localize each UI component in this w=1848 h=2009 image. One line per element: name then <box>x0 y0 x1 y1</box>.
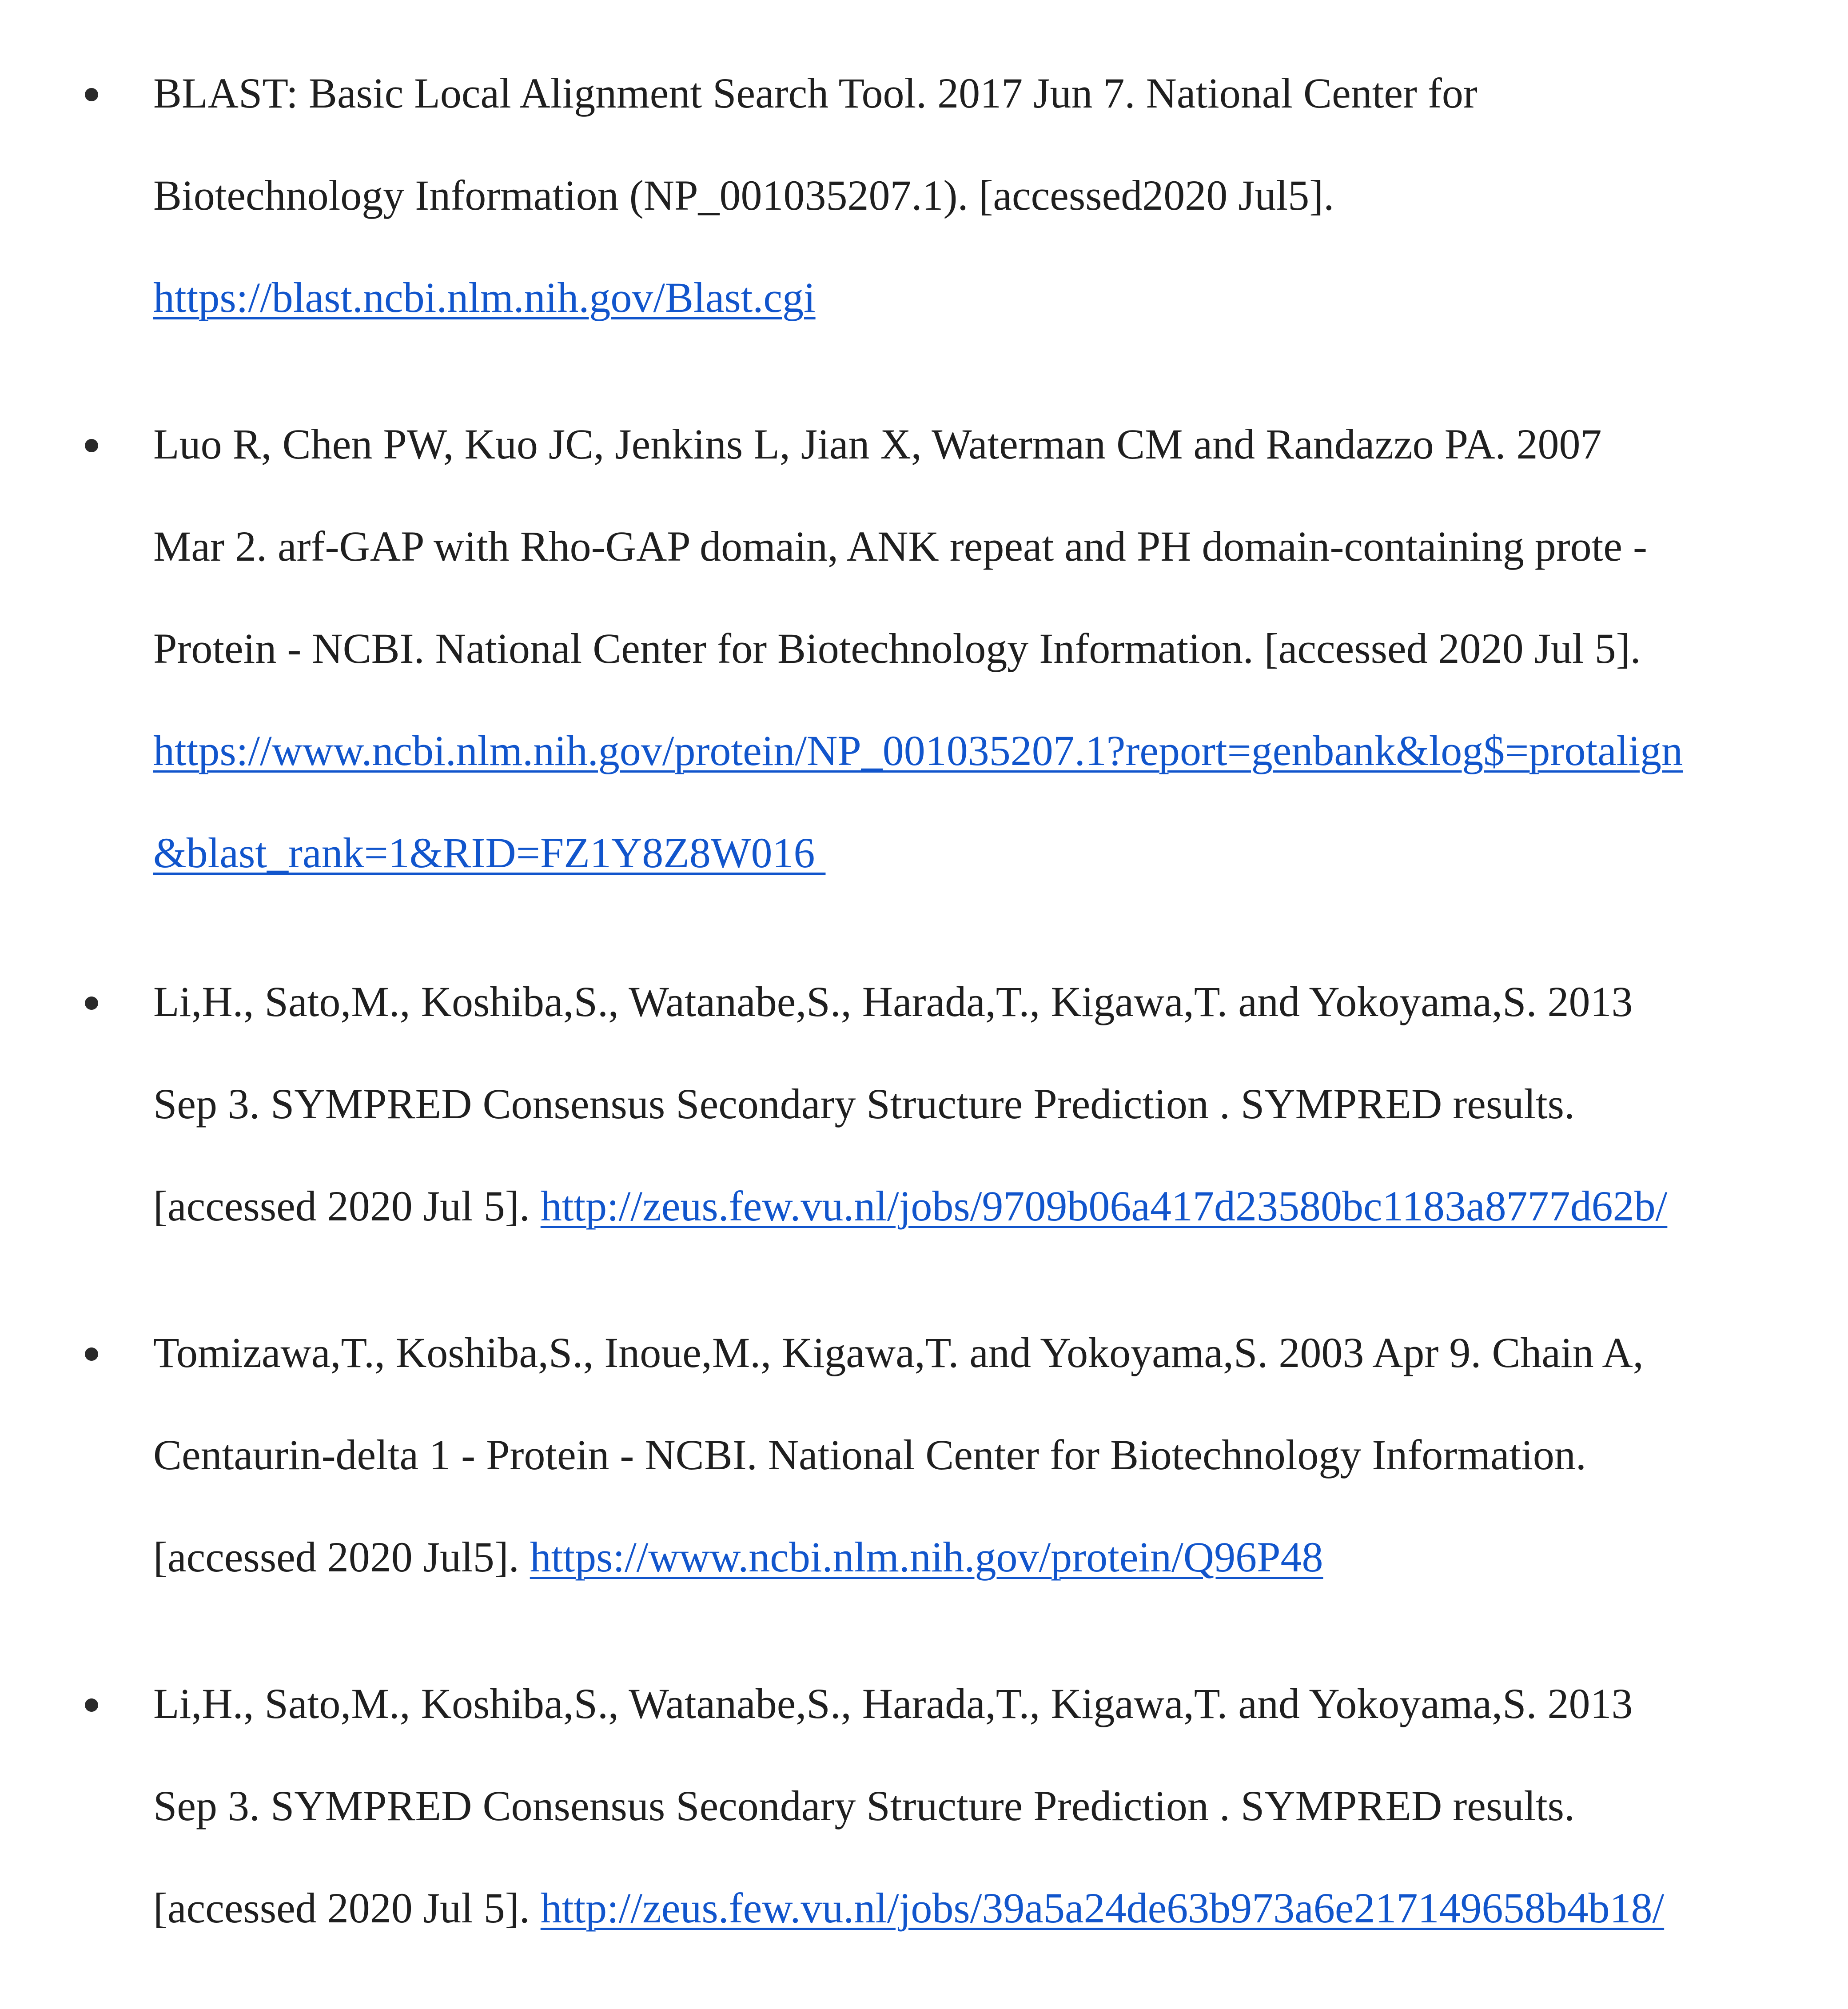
reference-line <box>153 826 825 880</box>
reference-line <box>153 271 816 324</box>
reference-text: Biotechnology Information (NP_001035207.1). [accessed2020 Jul5]. <box>153 171 1334 219</box>
reference-line <box>153 418 1602 471</box>
reference-text: Centaurin-delta 1 - Protein - NCBI. National Center for Biotechnology Information. <box>153 1431 1586 1479</box>
reference-line <box>153 1180 1667 1233</box>
bullet-icon <box>85 997 98 1010</box>
reference-text: Tomizawa,T., Koshiba,S., Inoue,M., Kigawa,T. and Yokoyama,S. 2003 Apr 9. Chain A, <box>153 1329 1644 1376</box>
reference-line <box>153 520 1647 573</box>
reference-line <box>153 1326 1644 1379</box>
reference-text: [accessed 2020 Jul5]. <box>153 1533 530 1581</box>
reference-text: BLAST: Basic Local Alignment Search Tool. 2017 Jun 7. National Center for <box>153 69 1478 117</box>
bullet-icon <box>85 439 98 452</box>
reference-line <box>153 1677 1633 1730</box>
bullet-icon <box>85 1698 98 1712</box>
reference-line <box>153 1779 1575 1833</box>
reference-link[interactable]: &blast_rank=1&RID=FZ1Y8Z8W016 <box>153 829 826 877</box>
reference-link[interactable]: http://zeus.few.vu.nl/jobs/9709b06a417d23580bc1183a8777d62b/ <box>540 1182 1668 1230</box>
bullet-icon <box>85 88 98 101</box>
reference-text: Li,H., Sato,M., Koshiba,S., Watanabe,S., Harada,T., Kigawa,T. and Yokoyama,S. 2013 <box>153 1680 1633 1727</box>
reference-line <box>153 169 1334 222</box>
reference-text: [accessed 2020 Jul 5]. <box>153 1884 541 1932</box>
reference-text: Protein - NCBI. National Center for Biotechnology Information. [accessed 2020 Jul 5]. <box>153 625 1641 672</box>
reference-link[interactable]: https://www.ncbi.nlm.nih.gov/protein/NP_001035207.1?report=genbank&log$=protalign <box>153 727 1683 774</box>
reference-line <box>153 622 1641 675</box>
reference-line <box>153 1428 1586 1482</box>
reference-text: Sep 3. SYMPRED Consensus Secondary Structure Prediction . SYMPRED results. <box>153 1782 1575 1830</box>
reference-text: Mar 2. arf-GAP with Rho-GAP domain, ANK repeat and PH domain-containing prote - <box>153 522 1647 570</box>
reference-line <box>153 1881 1664 1935</box>
reference-text: Sep 3. SYMPRED Consensus Secondary Structure Prediction . SYMPRED results. <box>153 1080 1575 1128</box>
reference-line <box>153 67 1478 120</box>
reference-line <box>153 975 1633 1028</box>
reference-line <box>153 1531 1323 1584</box>
reference-text: [accessed 2020 Jul 5]. <box>153 1182 541 1230</box>
bullet-icon <box>85 1347 98 1361</box>
reference-line <box>153 1077 1575 1131</box>
reference-text: Li,H., Sato,M., Koshiba,S., Watanabe,S., Harada,T., Kigawa,T. and Yokoyama,S. 2013 <box>153 978 1633 1025</box>
reference-line <box>153 724 1683 777</box>
reference-text: Luo R, Chen PW, Kuo JC, Jenkins L, Jian X, Waterman CM and Randazzo PA. 2007 <box>153 420 1602 468</box>
reference-link[interactable]: https://blast.ncbi.nlm.nih.gov/Blast.cgi <box>153 274 816 321</box>
reference-link[interactable]: https://www.ncbi.nlm.nih.gov/protein/Q96P48 <box>530 1533 1323 1581</box>
reference-link[interactable]: http://zeus.few.vu.nl/jobs/39a5a24de63b973a6e217149658b4b18/ <box>540 1884 1665 1932</box>
